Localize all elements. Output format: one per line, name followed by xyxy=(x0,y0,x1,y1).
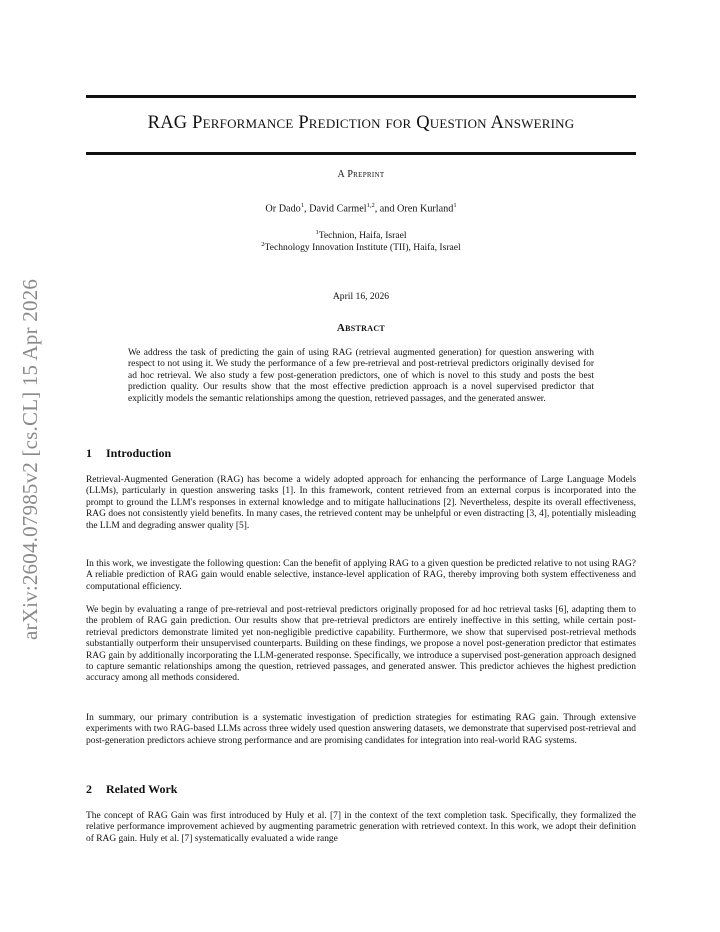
author-name: Oren Kurland xyxy=(397,203,454,215)
section-number: 2 xyxy=(86,782,92,796)
author-affil-marker: 1 xyxy=(300,202,305,209)
body-paragraph: The concept of RAG Gain was first introduced by Huly et al. [7] in the context of the text completion task. Specifically, they formalized the relative performance improvement achieved by augmenting parametric generation with retrieved context. In this work, we adopt their definition of RAG gain. Huly et al. [7] systematically evaluated a wide range xyxy=(86,811,636,844)
paper-date: April 16, 2026 xyxy=(332,291,390,302)
section-heading xyxy=(86,446,171,461)
affiliation-text: Technology Innovation Institute (TII), Haifa, Israel xyxy=(264,242,461,254)
arxiv-stamp: arXiv:2604.07985v2 [cs.CL] 15 Apr 2026 xyxy=(18,278,42,640)
author-list xyxy=(86,202,636,214)
abstract-heading: Abstract xyxy=(336,322,386,334)
section-heading xyxy=(86,782,177,797)
body-paragraph: Retrieval-Augmented Generation (RAG) has become a widely adopted approach for enhancing the performance of Large Language Models (LLMs), particularly in question answering tasks [1]. In this framework, content retrieved from an external corpus is incorporated into the prompt to ground the LLM's responses in external knowledge and to mitigate hallucinations [2]. Nevertheless, despite its overall effectiveness, RAG does not consistently yield benefits. In many cases, the retrieved content may be unhelpful or even distracting [3, 4], potentially misleading the LLM and degrading answer quality [5]. xyxy=(86,475,636,531)
body-paragraph: In summary, our primary contribution is a systematic investigation of prediction strategies for estimating RAG gain. Through extensive experiments with two RAG-based LLMs across three widely used question answering datasets, we demonstrate that supervised post-retrieval and post-generation predictors achieve strong performance and are promising candidates for integration into real-world RAG systems. xyxy=(86,713,636,746)
section-title: Related Work xyxy=(106,782,178,796)
author-separator: , and xyxy=(374,203,398,215)
author-name: Or Dado xyxy=(265,203,301,215)
author-affil-marker: 1 xyxy=(453,202,457,209)
title-rule-top xyxy=(86,95,636,98)
section-title: Introduction xyxy=(106,446,172,460)
affiliation-marker: 1 xyxy=(315,229,319,236)
abstract-text: We address the task of predicting the gain of using RAG (retrieval augmented generation) for question answering with respect to not using it. We study the performance of a few pre-retrieval and post-retrieval predictors originally devised for ad hoc retrieval. We also study a few post-generation predictors, one of which is novel to this study and posts the best prediction quality. Our results show that the most effective prediction approach is a novel supervised predictor that explicitly models the semantic relationships among the question, retrieved passages, and the generated answer. xyxy=(128,348,594,404)
affiliation-text: Technion, Haifa, Israel xyxy=(318,230,407,242)
author-name: David Carmel xyxy=(309,203,367,215)
title-rule-bottom xyxy=(86,152,636,155)
author-affil-marker: 1,2 xyxy=(366,202,375,209)
author-separator: , xyxy=(304,203,310,215)
affiliation xyxy=(86,239,636,254)
affiliation-marker: 2 xyxy=(261,241,265,248)
paper-title: RAG Performance Prediction for Question Answering xyxy=(147,113,575,133)
preprint-label: A Preprint xyxy=(337,169,385,180)
body-paragraph: In this work, we investigate the following question: Can the benefit of applying RAG to a given question be predicted relative to not using RAG? A reliable prediction of RAG gain would enable selective, instance-level application of RAG, thereby improving both system effectiveness and computational efficiency. xyxy=(86,559,636,592)
body-paragraph: We begin by evaluating a range of pre-retrieval and post-retrieval predictors originally proposed for ad hoc retrieval tasks [6], adapting them to the problem of RAG gain prediction. Our results show that pre-retrieval predictors are entirely ineffective in this setting, while certain post-retrieval predictors demonstrate limited yet non-negligible predictive capability. Furthermore, we show that supervised post-retrieval methods substantially outperform their unsupervised counterparts. Building on these findings, we propose a novel post-generation predictor that estimates RAG gain by additionally incorporating the LLM-generated response. Specifically, we introduce a supervised post-generation approach designed to capture semantic relationships among the question, retrieved passages, and generated answer. This predictor achieves the highest prediction accuracy among all methods considered. xyxy=(86,605,636,684)
section-number: 1 xyxy=(86,446,92,460)
